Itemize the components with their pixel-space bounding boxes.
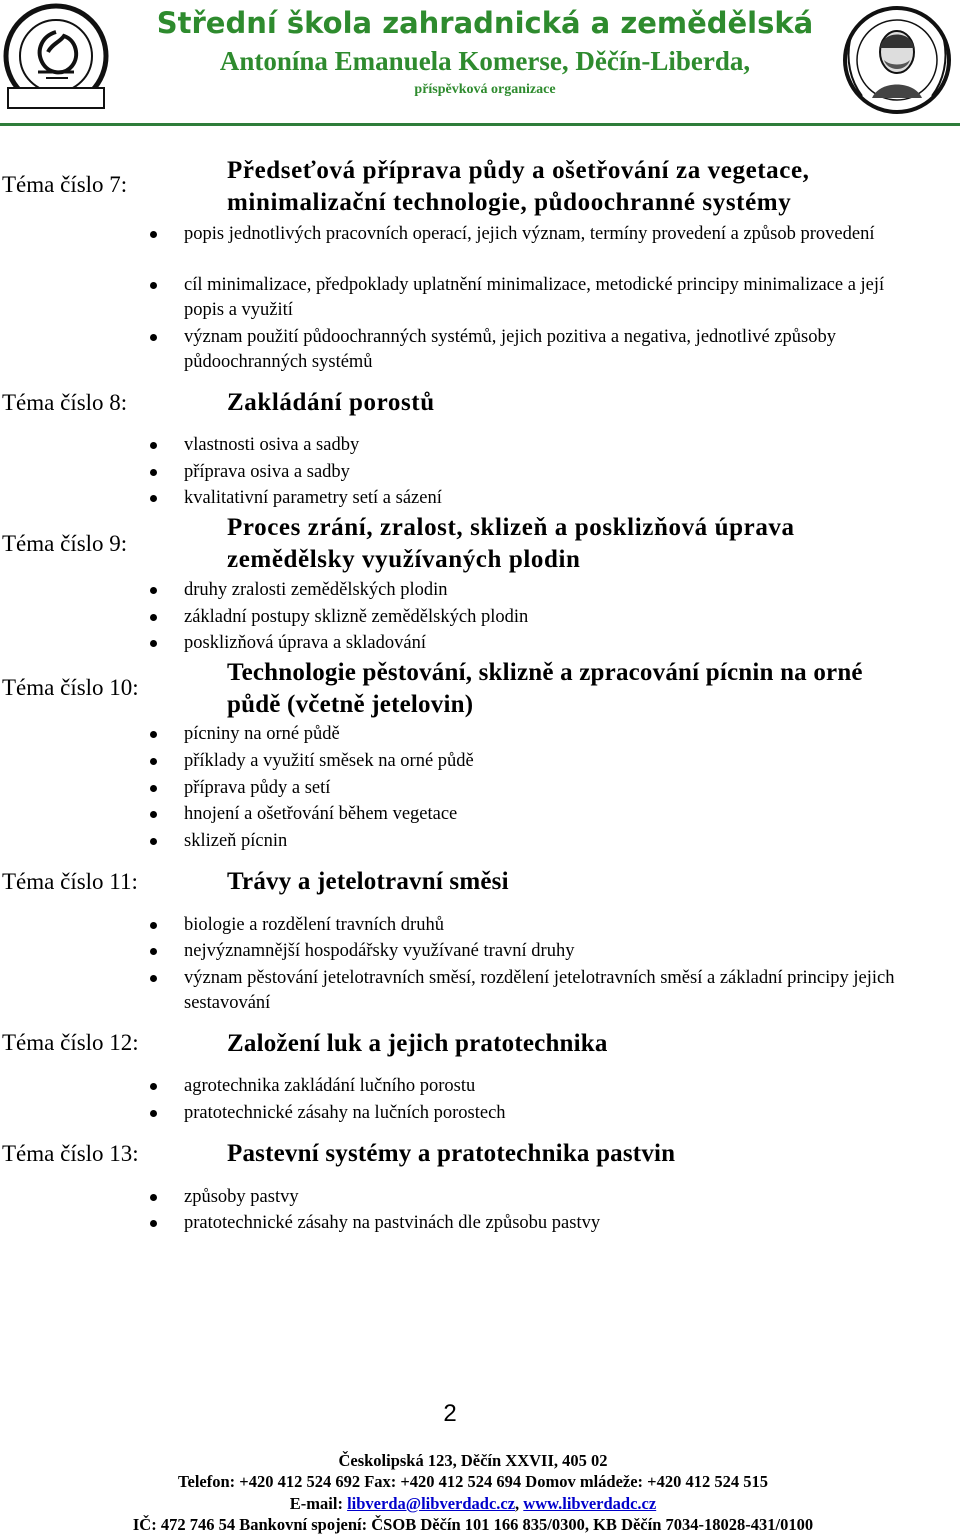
footer-contacts: [0, 1494, 946, 1514]
founder-portrait-seal: [836, 0, 958, 118]
topic-title: Pastevní systémy a pratotechnika pastvin: [227, 1140, 676, 1167]
email-label: E-mail:: [289, 1494, 348, 1513]
list-item: příklady a využití směsek na orné půdě: [184, 749, 924, 774]
list-item: posklizňová úprava a skladování: [184, 631, 924, 656]
list-item: cíl minimalizace, předpoklady uplatnění minimalizace, metodické principy minimalizace a její popis a využití: [184, 273, 924, 323]
list-item: příprava půdy a setí: [184, 776, 924, 801]
topic-label: Téma číslo 12:: [2, 1030, 139, 1055]
topic-title: Předseťová příprava půdy a ošetřování za vegetace,: [227, 157, 810, 184]
list-item: popis jednotlivých pracovních operací, jejich význam, termíny provedení a způsob provedení: [184, 222, 924, 247]
list-item: způsoby pastvy: [184, 1185, 924, 1210]
school-name-line-2: Antonína Emanuela Komerse, Děčín-Liberda,: [219, 46, 751, 76]
topic-label: Téma číslo 11:: [2, 869, 138, 894]
topic-title: zemědělsky využívaných plodin: [227, 546, 581, 573]
list-item: vlastnosti osiva a sadby: [184, 433, 924, 458]
list-item: kvalitativní parametry setí a sázení: [184, 486, 924, 511]
list-item: pratotechnické zásahy na lučních porostech: [184, 1101, 924, 1126]
letterhead: [0, 0, 960, 122]
topic-label: Téma číslo 10:: [2, 675, 139, 700]
topic-label: Téma číslo 9:: [2, 531, 128, 556]
list-item: nejvýznamnější hospodářsky využívané travní druhy: [184, 939, 924, 964]
topic-title: Zakládání porostů: [227, 389, 435, 416]
list-item: pratotechnické zásahy na pastvinách dle způsobu pastvy: [184, 1211, 924, 1236]
website-link[interactable]: www.libverdadc.cz: [523, 1494, 657, 1513]
topic-title: Založení luk a jejich pratotechnika: [227, 1030, 608, 1057]
topic-label: Téma číslo 7:: [2, 172, 128, 197]
header-divider: [0, 123, 960, 126]
topic-title: půdě (včetně jetelovin): [227, 691, 474, 718]
separator: ,: [515, 1494, 524, 1513]
page-number: 2: [443, 1400, 457, 1427]
list-item: základní postupy sklizně zemědělských plodin: [184, 605, 924, 630]
school-emblem-logo: [2, 2, 110, 114]
email-link[interactable]: libverda@libverdadc.cz: [347, 1494, 516, 1513]
footer-address: Českolipská 123, Děčín XXVII, 405 02: [338, 1451, 608, 1470]
school-name-line-3: příspěvková organizace: [414, 82, 556, 97]
list-item: hnojení a ošetřování během vegetace: [184, 802, 924, 827]
topic-title: minimalizační technologie, půdoochranné systémy: [227, 189, 792, 216]
topic-label: Téma číslo 13:: [2, 1141, 139, 1166]
topic-title: Technologie pěstování, sklizně a zpracování pícnin na orné: [227, 659, 863, 686]
list-item: význam pěstování jetelotravních směsí, rozdělení jetelotravních směsí a základní principy jejich sestavování: [184, 966, 924, 1016]
school-name-line-1: Střední škola zahradnická a zemědělská: [156, 6, 814, 40]
list-item: druhy zralosti zemědělských plodin: [184, 578, 924, 603]
list-item: agrotechnika zakládání lučního porostu: [184, 1074, 924, 1099]
list-item: význam použití půdoochranných systémů, jejich pozitiva a negativa, jednotlivé způsoby půdoochranných systémů: [184, 325, 924, 375]
list-item: biologie a rozdělení travních druhů: [184, 913, 924, 938]
list-item: pícniny na orné půdě: [184, 722, 924, 747]
topic-title: Trávy a jetelotravní směsi: [227, 868, 509, 895]
topic-label: Téma číslo 8:: [2, 390, 128, 415]
footer-phones: Telefon: +420 412 524 692 Fax: +420 412 524 694 Domov mládeže: +420 412 524 515: [178, 1472, 768, 1491]
footer-bank: IČ: 472 746 54 Bankovní spojení: ČSOB Děčín 101 166 835/0300, KB Děčín 7034-18028-431/0100: [132, 1515, 814, 1534]
list-item: sklizeň pícnin: [184, 829, 924, 854]
topic-title: Proces zrání, zralost, sklizeň a posklizňová úprava: [227, 514, 795, 541]
list-item: příprava osiva a sadby: [184, 460, 924, 485]
